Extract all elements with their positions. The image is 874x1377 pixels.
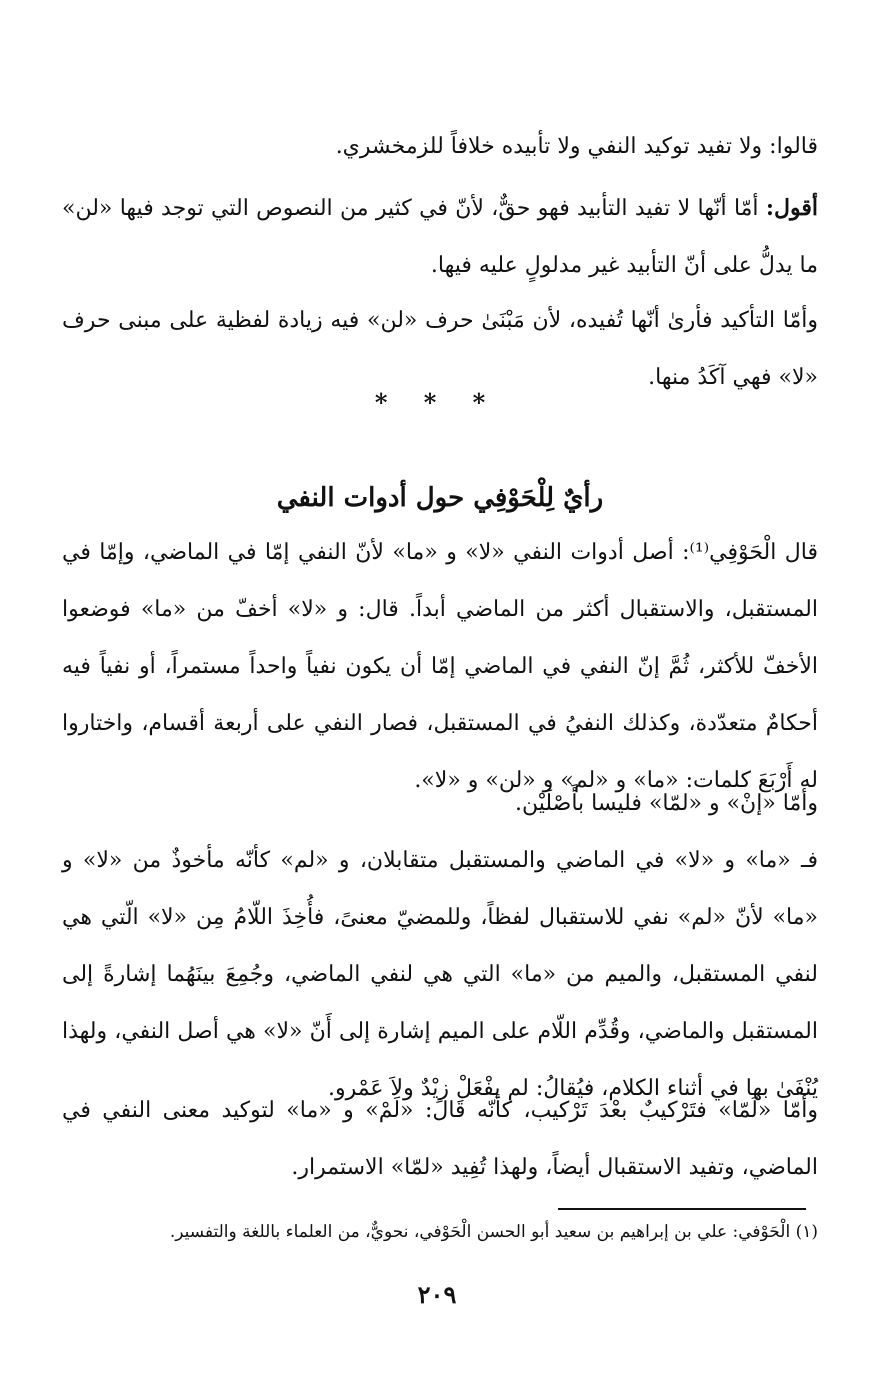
paragraph-hawfi-opinion [62, 524, 818, 809]
footnote-text: (١) الْحَوْفي: علي بن إبراهيم بن سعيد أبو الحسن الْحَوْفي، نحويٌّ، من العلماء باللغة والتفسير. [169, 1222, 818, 1242]
paragraph-ma-la [62, 832, 818, 1117]
paragraph-lead-word: أقول: [765, 195, 818, 221]
paragraph-text: قالوا: ولا تفيد توكيد النفي ولا تأبيده خلافاً للزمخشري. [335, 134, 818, 159]
section-separator: * * * [374, 388, 500, 417]
paragraph-lamma [62, 1082, 818, 1196]
paragraph-text: وأمّا «إنْ» و «لمّا» فليسا بأَصْلَيْن. [515, 791, 818, 816]
footnote [62, 1212, 818, 1252]
section-title: رأيٌ لِلْحَوْفِي حول أدوات النفي [276, 483, 604, 513]
paragraph-aqul [62, 180, 818, 294]
paragraph-text: وأمّا التأكيد فأرىٰ أنّها تُفيده، لأن مَبْنَىٰ حرف «لن» فيه زيادة لفظية على مبنى حرف «لا» فهي آكَدُ منها. [62, 308, 818, 390]
footnote-divider [558, 1208, 806, 1210]
paragraph-text: وأمّا «لَمّا» فتَرْكيبٌ بعْدَ تَرْكيب، كأنّه قَالَ: «لَمْ» و «ما» لتوكيد معنى النفي في الماضي، وتفيد الاستقبال أيضاً، ولهذا تُفِيد «لمّا» الاستمرار. [62, 1098, 818, 1180]
paragraph-text: قال الْحَوْفِي⁽¹⁾: أصل أدوات النفي «لا» و «ما» لأنّ النفي إمّا في الماضي، وإمّا في المستقبل، والاستقبال أكثر من الماضي أبداً. قال: و «لا» أخفّ من «ما» فوضعوا الأخفّ للأكثر، ثُمَّ إنّ النفي في الماضي إمّا أن يكون نفياً واحداً مستمراً، أو نفياً فيه أحكامٌ متعدّدة، وكذلك النفيُ في المستقبل، فصار النفي على أربعة أقسام، واختاروا له أَرْبَعَ كلمات: «ما» و «لم» و «لن» و «لا». [62, 540, 818, 793]
paragraph-text: فـ «ما» و «لا» في الماضي والمستقبل متقابلان، و «لم» كأنّه مأخوذٌ من «لا» و «ما» لأنّ «لم» نفي للاستقبال لفظاً، وللمضيّ معنىً، فأُخِذَ اللّامُ مِن «لا» الّتي هي لنفي المستقبل، والميم من «ما» التي هي لنفي الماضي، وجُمِعَ بينَهُما إشارةً إلى المستقبل والماضي، وقُدِّم اللّام على الميم إشارة إلى أَنّ «لا» هي أصل النفي، ولهذا يُنْفَىٰ بها في أثناء الكلام، فيُقالُ: لم يفْعَلْ زيْدٌ ولاَ عَمْرو. [62, 848, 818, 1101]
paragraph-in-lamma [62, 775, 818, 832]
paragraph-text: أمّا أنّها لا تفيد التأبيد فهو حقٌّ، لأنّ في كثير من النصوص التي توجد فيها «لن» ما يدلُّ على أنّ التأبيد غير مدلولٍ عليه فيها. [62, 196, 818, 278]
paragraph-zamakhshari [62, 118, 818, 175]
page-number: ٢٠٩ [417, 1280, 457, 1309]
